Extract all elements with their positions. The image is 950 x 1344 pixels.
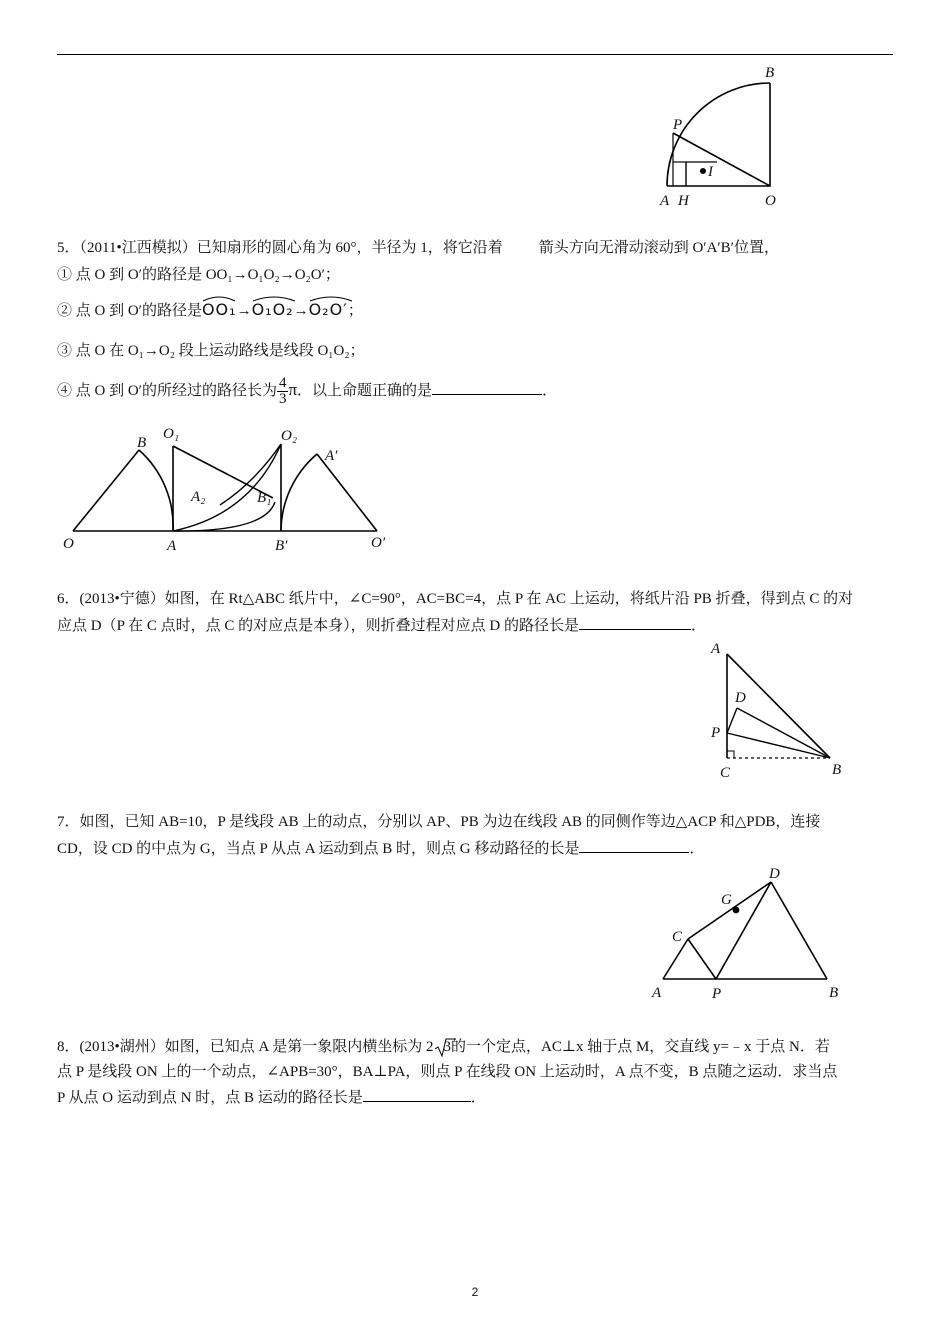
label-G: G	[721, 892, 732, 908]
label-B: B	[137, 435, 147, 451]
label-C: C	[720, 765, 731, 781]
q8-line-3: P 从点 O 运动到点 N 时，点 B 运动的路径长是 ．	[57, 1087, 486, 1108]
label-A: A	[660, 193, 670, 209]
label-O-prime: O′	[371, 535, 386, 551]
label-B: B	[832, 762, 842, 778]
label-O1: O₁	[163, 426, 180, 442]
label-O2: O₂	[281, 428, 298, 444]
answer-blank-q8[interactable]	[363, 1087, 471, 1102]
label-P: P	[673, 117, 683, 133]
sector-figure	[655, 62, 795, 212]
arrow-1: →	[236, 303, 252, 319]
answer-blank-q6[interactable]	[579, 615, 691, 630]
fraction-4-3: $\frac{4}{3}$	[278, 375, 287, 407]
q8-line-2: 点 P 是线段 ON 上的一个动点，∠APB=30°，BA⊥PA，则点 P 在线段 ON 上运动时，A 点不变，B 点随之运动．求当点	[57, 1064, 838, 1080]
q8-line-1: 8．(2013•湖州）如图，已知点 A 是第一象限内横坐标为 2 3的一个定点，AC⊥x 轴于点 M，交直线 y=﹣x 于点 N．若	[57, 1039, 830, 1055]
equilateral-triangles-figure	[645, 862, 855, 1002]
label-A2: A₂	[191, 489, 206, 505]
label-B-prime: B′	[275, 538, 288, 554]
label-C: C	[672, 929, 683, 945]
arc-o2o-prime: O₂O′	[309, 300, 348, 319]
q7-line-1: 7．如图，已知 AB=10，P 是线段 AB 上的动点，分别以 AP、PB 为边在线段 AB 的同侧作等边△ACP 和△PDB，连接	[57, 814, 821, 830]
q6-line-2: 应点 D（P 在 C 点时，点 C 的对应点是本身），则折叠过程对应点 D 的路径长是 ．	[57, 615, 706, 636]
q7-line-2: CD，设 CD 的中点为 G，当点 P 从点 A 运动到点 B 时，则点 G 移动路径的长是 ．	[57, 838, 704, 859]
arrow-2: →	[293, 303, 309, 319]
answer-blank-q5[interactable]	[432, 380, 542, 395]
rolling-sector-figure	[55, 420, 405, 555]
label-P: P	[711, 725, 721, 741]
q6-line-1: 6．(2013•宁德）如图，在 Rt△ABC 纸片中，∠C=90°，AC=BC=4，点 P 在 AC 上运动，将纸片沿 PB 折叠，得到点 C 的对	[57, 591, 854, 607]
label-A: A	[167, 538, 177, 554]
q5-statement-4: ④ 点 O 到 O′的所经过的路径长为 $\frac{4}{3}$ π．以上命题正确的是 ．	[57, 375, 558, 407]
q5-statement-1: ① 点 O 到 O′的路径是 OO₁→O₁O₂→O₂O′；	[57, 267, 340, 283]
q5-statement-2: ② 点 O 到 O′的路径是OO₁ →O₁O₂ →O₂O′ ；	[57, 300, 363, 321]
label-D: D	[769, 866, 780, 882]
q5-stem	[57, 238, 779, 258]
label-B: B	[765, 65, 775, 81]
q5-stem-b: 箭头方向无滑动滚动到 O′A′B′位置，	[538, 240, 779, 256]
header-rule	[57, 54, 893, 55]
arc-o1o2: O₁O₂	[252, 300, 294, 319]
label-I: I	[708, 164, 713, 180]
page-number: 2	[471, 1285, 479, 1299]
label-D: D	[735, 690, 746, 706]
label-B1: B₁	[257, 490, 272, 506]
label-O: O	[765, 193, 776, 209]
answer-blank-q7[interactable]	[579, 838, 689, 853]
label-O: O	[63, 536, 74, 552]
label-A: A	[711, 641, 721, 657]
label-A-prime: A′	[325, 448, 338, 464]
q5-stem-a: 5．（2011•江西模拟）已知扇形的圆心角为 60°，半径为 1，将它沿着	[57, 240, 503, 256]
label-P: P	[712, 986, 722, 1002]
label-H: H	[678, 193, 689, 209]
sqrt-3: 3	[434, 1039, 452, 1055]
q5-statement-3: ③ 点 O 在 O₁→O₂ 段上运动路线是线段 O₁O₂；	[57, 343, 365, 359]
fold-triangle-figure	[705, 638, 855, 783]
label-B: B	[829, 985, 839, 1001]
q5-s2-prefix: ② 点 O 到 O′的路径是	[57, 303, 202, 319]
arc-oo1: OO₁	[202, 300, 237, 319]
label-A: A	[652, 985, 662, 1001]
